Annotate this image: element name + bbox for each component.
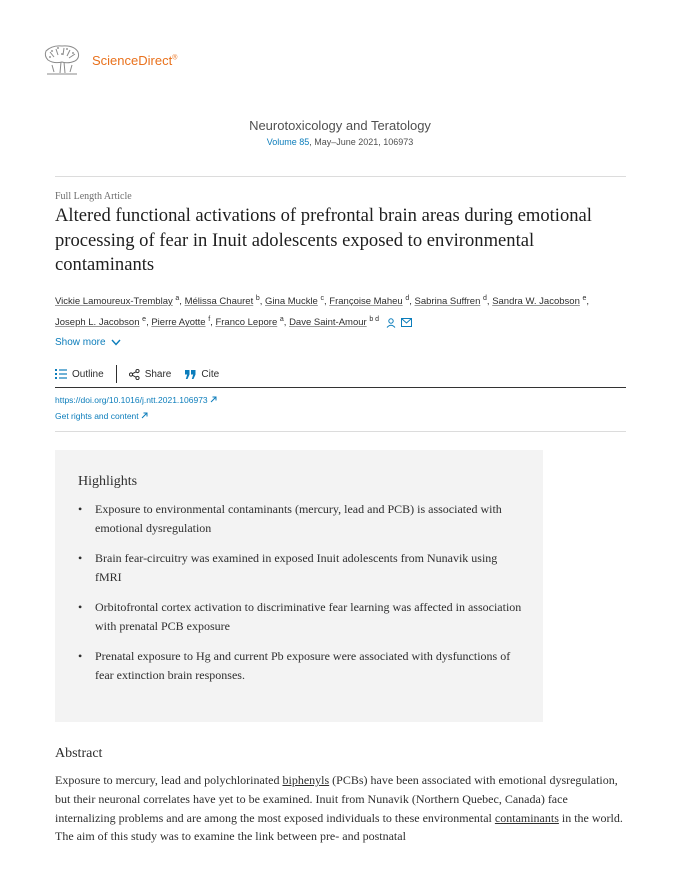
rights-link[interactable] <box>55 411 148 421</box>
highlight-item <box>78 500 523 537</box>
rights-text: Get rights and content <box>55 411 139 421</box>
share-label: Share <box>144 368 172 380</box>
bullet: • <box>78 649 83 663</box>
author-separator: , <box>324 296 327 308</box>
logo-wordmark: ScienceDirect <box>92 52 173 68</box>
article-toolbar <box>55 364 219 384</box>
author-separator: , <box>259 296 263 308</box>
journal-issue-info <box>0 137 680 147</box>
chevron-down-icon <box>111 339 121 346</box>
sciencedirect-logo[interactable] <box>42 43 177 77</box>
author-separator: , <box>486 296 490 308</box>
outline-list-icon <box>55 369 67 379</box>
highlight-item <box>78 549 523 586</box>
toolbar-separator <box>116 365 117 383</box>
author-affiliation[interactable]: c <box>320 295 324 302</box>
highlight-item <box>78 647 523 684</box>
abstract-text <box>55 771 630 846</box>
external-link-icon <box>210 396 217 403</box>
highlight-text: Orbitofrontal cortex activation to discriminative fear learning was affected in association with prenatal PCB exposure <box>95 600 522 633</box>
logo-registered-mark: ® <box>172 54 178 62</box>
author-link[interactable]: Françoise Maheu <box>329 296 403 308</box>
volume-link[interactable]: Volume 85 <box>266 137 310 147</box>
share-button[interactable] <box>129 369 172 380</box>
author-separator: , <box>409 296 412 308</box>
bullet: • <box>78 502 83 516</box>
author-affiliation[interactable]: d <box>405 295 410 302</box>
journal-title[interactable]: Neurotoxicology and Teratology <box>249 118 431 133</box>
person-icon[interactable] <box>386 318 396 328</box>
author-affiliation[interactable]: f <box>208 316 211 324</box>
links-divider <box>55 431 626 432</box>
highlights-list <box>78 500 523 696</box>
abstract-title: Abstract <box>55 746 103 761</box>
bullet: • <box>78 600 83 614</box>
author-link[interactable]: Pierre Ayotte <box>151 317 206 329</box>
author-affiliation[interactable]: a <box>279 316 284 324</box>
author-affiliation[interactable]: b d <box>369 316 380 324</box>
toolbar-divider <box>55 387 626 388</box>
author-link[interactable]: Dave Saint-Amour <box>289 317 367 329</box>
highlights-box <box>55 450 543 722</box>
show-more-label: Show more <box>55 337 106 348</box>
outline-button[interactable] <box>55 369 104 380</box>
abstract-segment: (PCBs) have been associated with emotional dysregulation, but their neuronal correlates have yet to be examined. Inuit from Nunavik (Northern Quebec, Canada) face internalizing problems and are among the most exposed individuals to these environmental <box>55 773 618 825</box>
author-link[interactable]: Joseph L. Jacobson <box>55 317 140 329</box>
author-affiliation[interactable]: e <box>582 295 587 302</box>
elsevier-tree-icon <box>42 43 82 77</box>
abstract-segment: Exposure to mercury, lead and polychlorinated <box>55 773 283 787</box>
author-link[interactable]: Franco Lepore <box>215 317 278 329</box>
author-affiliation[interactable]: e <box>142 316 147 324</box>
author-affiliation[interactable]: d <box>483 295 487 302</box>
share-icon <box>129 369 140 380</box>
highlight-text: Brain fear-circuitry was examined in exposed Inuit adolescents from Nunavik using fMRI <box>95 551 498 584</box>
show-more-button[interactable] <box>55 337 121 348</box>
outline-label: Outline <box>72 368 104 380</box>
highlights-title: Highlights <box>78 474 138 489</box>
abstract-segment: in the world. The aim of this study was to examine the link between pre- and postnatal <box>55 810 623 844</box>
article-type: Full Length Article <box>55 191 132 202</box>
doi-text: https://doi.org/10.1016/j.ntt.2021.106973 <box>55 395 208 405</box>
author-list <box>55 290 615 332</box>
highlight-text: Exposure to environmental contaminants (mercury, lead and PCB) is associated with emotional dysregulation <box>95 502 502 535</box>
author-link[interactable]: Gina Muckle <box>265 296 318 308</box>
author-affiliation[interactable]: a <box>175 295 180 302</box>
highlight-text: Prenatal exposure to Hg and current Pb exposure were associated with dysfunctions of fear extinction brain responses. <box>95 649 511 682</box>
issue-dates: , May–June 2021, 106973 <box>309 137 414 147</box>
glossary-link-contaminants[interactable]: contaminants <box>494 810 559 825</box>
article-title: Altered functional activations of prefrontal brain areas during emotional processing of fear in Inuit adolescents exposed to environmental contaminants <box>55 205 592 275</box>
header-divider <box>55 176 626 177</box>
author-separator: , <box>283 317 287 329</box>
external-link-icon <box>141 412 148 419</box>
author-affiliation[interactable]: b <box>255 295 260 302</box>
bullet: • <box>78 551 83 565</box>
doi-link[interactable] <box>55 395 217 405</box>
author-separator: , <box>586 296 590 308</box>
author-separator: , <box>210 317 213 329</box>
cite-label: Cite <box>201 368 220 380</box>
glossary-link-biphenyls[interactable]: biphenyls <box>282 773 330 787</box>
cite-button[interactable] <box>185 369 219 380</box>
author-link[interactable]: Vickie Lamoureux-Tremblay <box>55 296 173 308</box>
author-separator: , <box>146 317 149 329</box>
quote-icon <box>185 370 196 379</box>
highlight-item <box>78 598 523 635</box>
author-link[interactable]: Mélissa Chauret <box>184 296 254 308</box>
email-icon[interactable] <box>401 318 412 327</box>
author-separator: , <box>179 296 182 308</box>
author-link[interactable]: Sabrina Suffren <box>414 296 481 308</box>
author-link[interactable]: Sandra W. Jacobson <box>492 296 580 308</box>
